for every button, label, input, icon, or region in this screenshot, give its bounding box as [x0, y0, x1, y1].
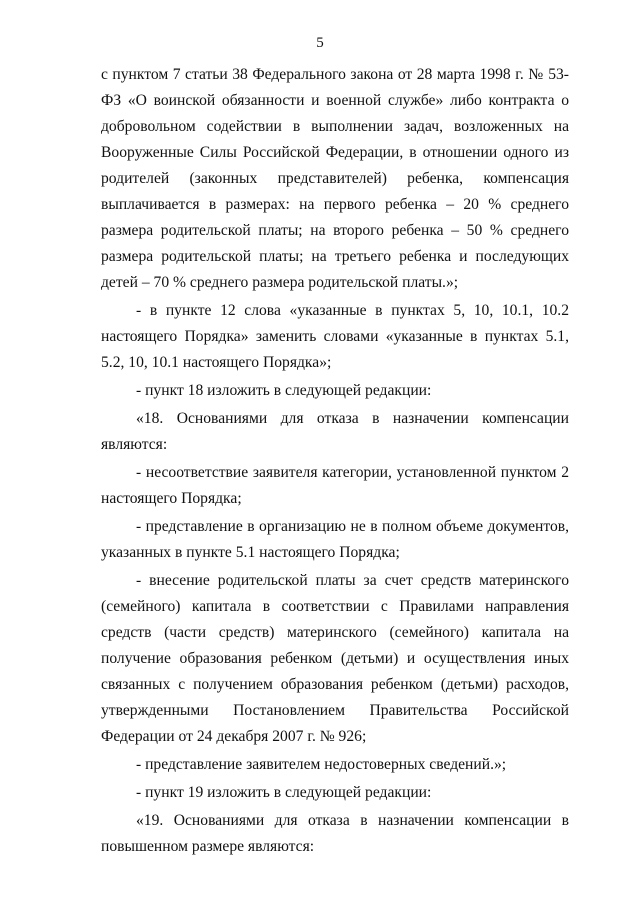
paragraph-amendment-p12: - в пункте 12 слова «указанные в пунктах 5, 10, 10.1, 10.2 настоящего Порядка» заменить словами «указанные в пунктах 5.1, 5.2, 10, 10.1 настоящего Порядка»; — [101, 302, 569, 371]
paragraph-p18-item-1: - несоответствие заявителя категории, установленной пунктом 2 настоящего Порядка; — [101, 464, 569, 507]
page-number: 5 — [316, 35, 324, 51]
paragraph-p18-item-4: - представление заявителем недостоверных сведений.»; — [136, 756, 507, 773]
paragraph-p18-heading: «18. Основаниями для отказа в назначении компенсации являются: — [101, 410, 569, 453]
paragraph-p19-heading: «19. Основаниями для отказа в назначении компенсации в повышенном размере являются: — [101, 812, 569, 855]
paragraph-p18-item-2: - представление в организацию не в полном объеме документов, указанных в пункте 5.1 настоящего Порядка; — [101, 518, 569, 561]
paragraph-continuation: с пунктом 7 статьи 38 Федерального закона от 28 марта 1998 г. № 53-ФЗ «О воинской обязанности и военной службе» либо контракта о добровольном содействии в выполнении задач, возложенных на Вооруженные Силы Российской Федерации, в отношении одного из родителей (законных представителей) ребенка, компенсация выплачивается в размерах: на первого ребенка – 20 % среднего размера родительской платы; на второго ребенка – 50 % среднего размера родительской платы; на третьего ребенка и последующих детей – 70 % среднего размера родительской платы.»; — [101, 66, 569, 291]
paragraph-p18-item-3: - внесение родительской платы за счет средств материнского (семейного) капитала в соответствии с Правилами направления средств (части средств) материнского (семейного) капитала на получение образования ребенком (детьми) и осуществления иных связанных с получением образования ребенком (детьми) расходов, утвержденными Постановлением Правительства Российской Федерации от 24 декабря 2007 г. № 926; — [101, 572, 569, 745]
document-body — [101, 62, 569, 860]
paragraph-amendment-p18-intro: - пункт 18 изложить в следующей редакции: — [136, 382, 432, 399]
paragraph-amendment-p19-intro: - пункт 19 изложить в следующей редакции: — [136, 784, 432, 801]
